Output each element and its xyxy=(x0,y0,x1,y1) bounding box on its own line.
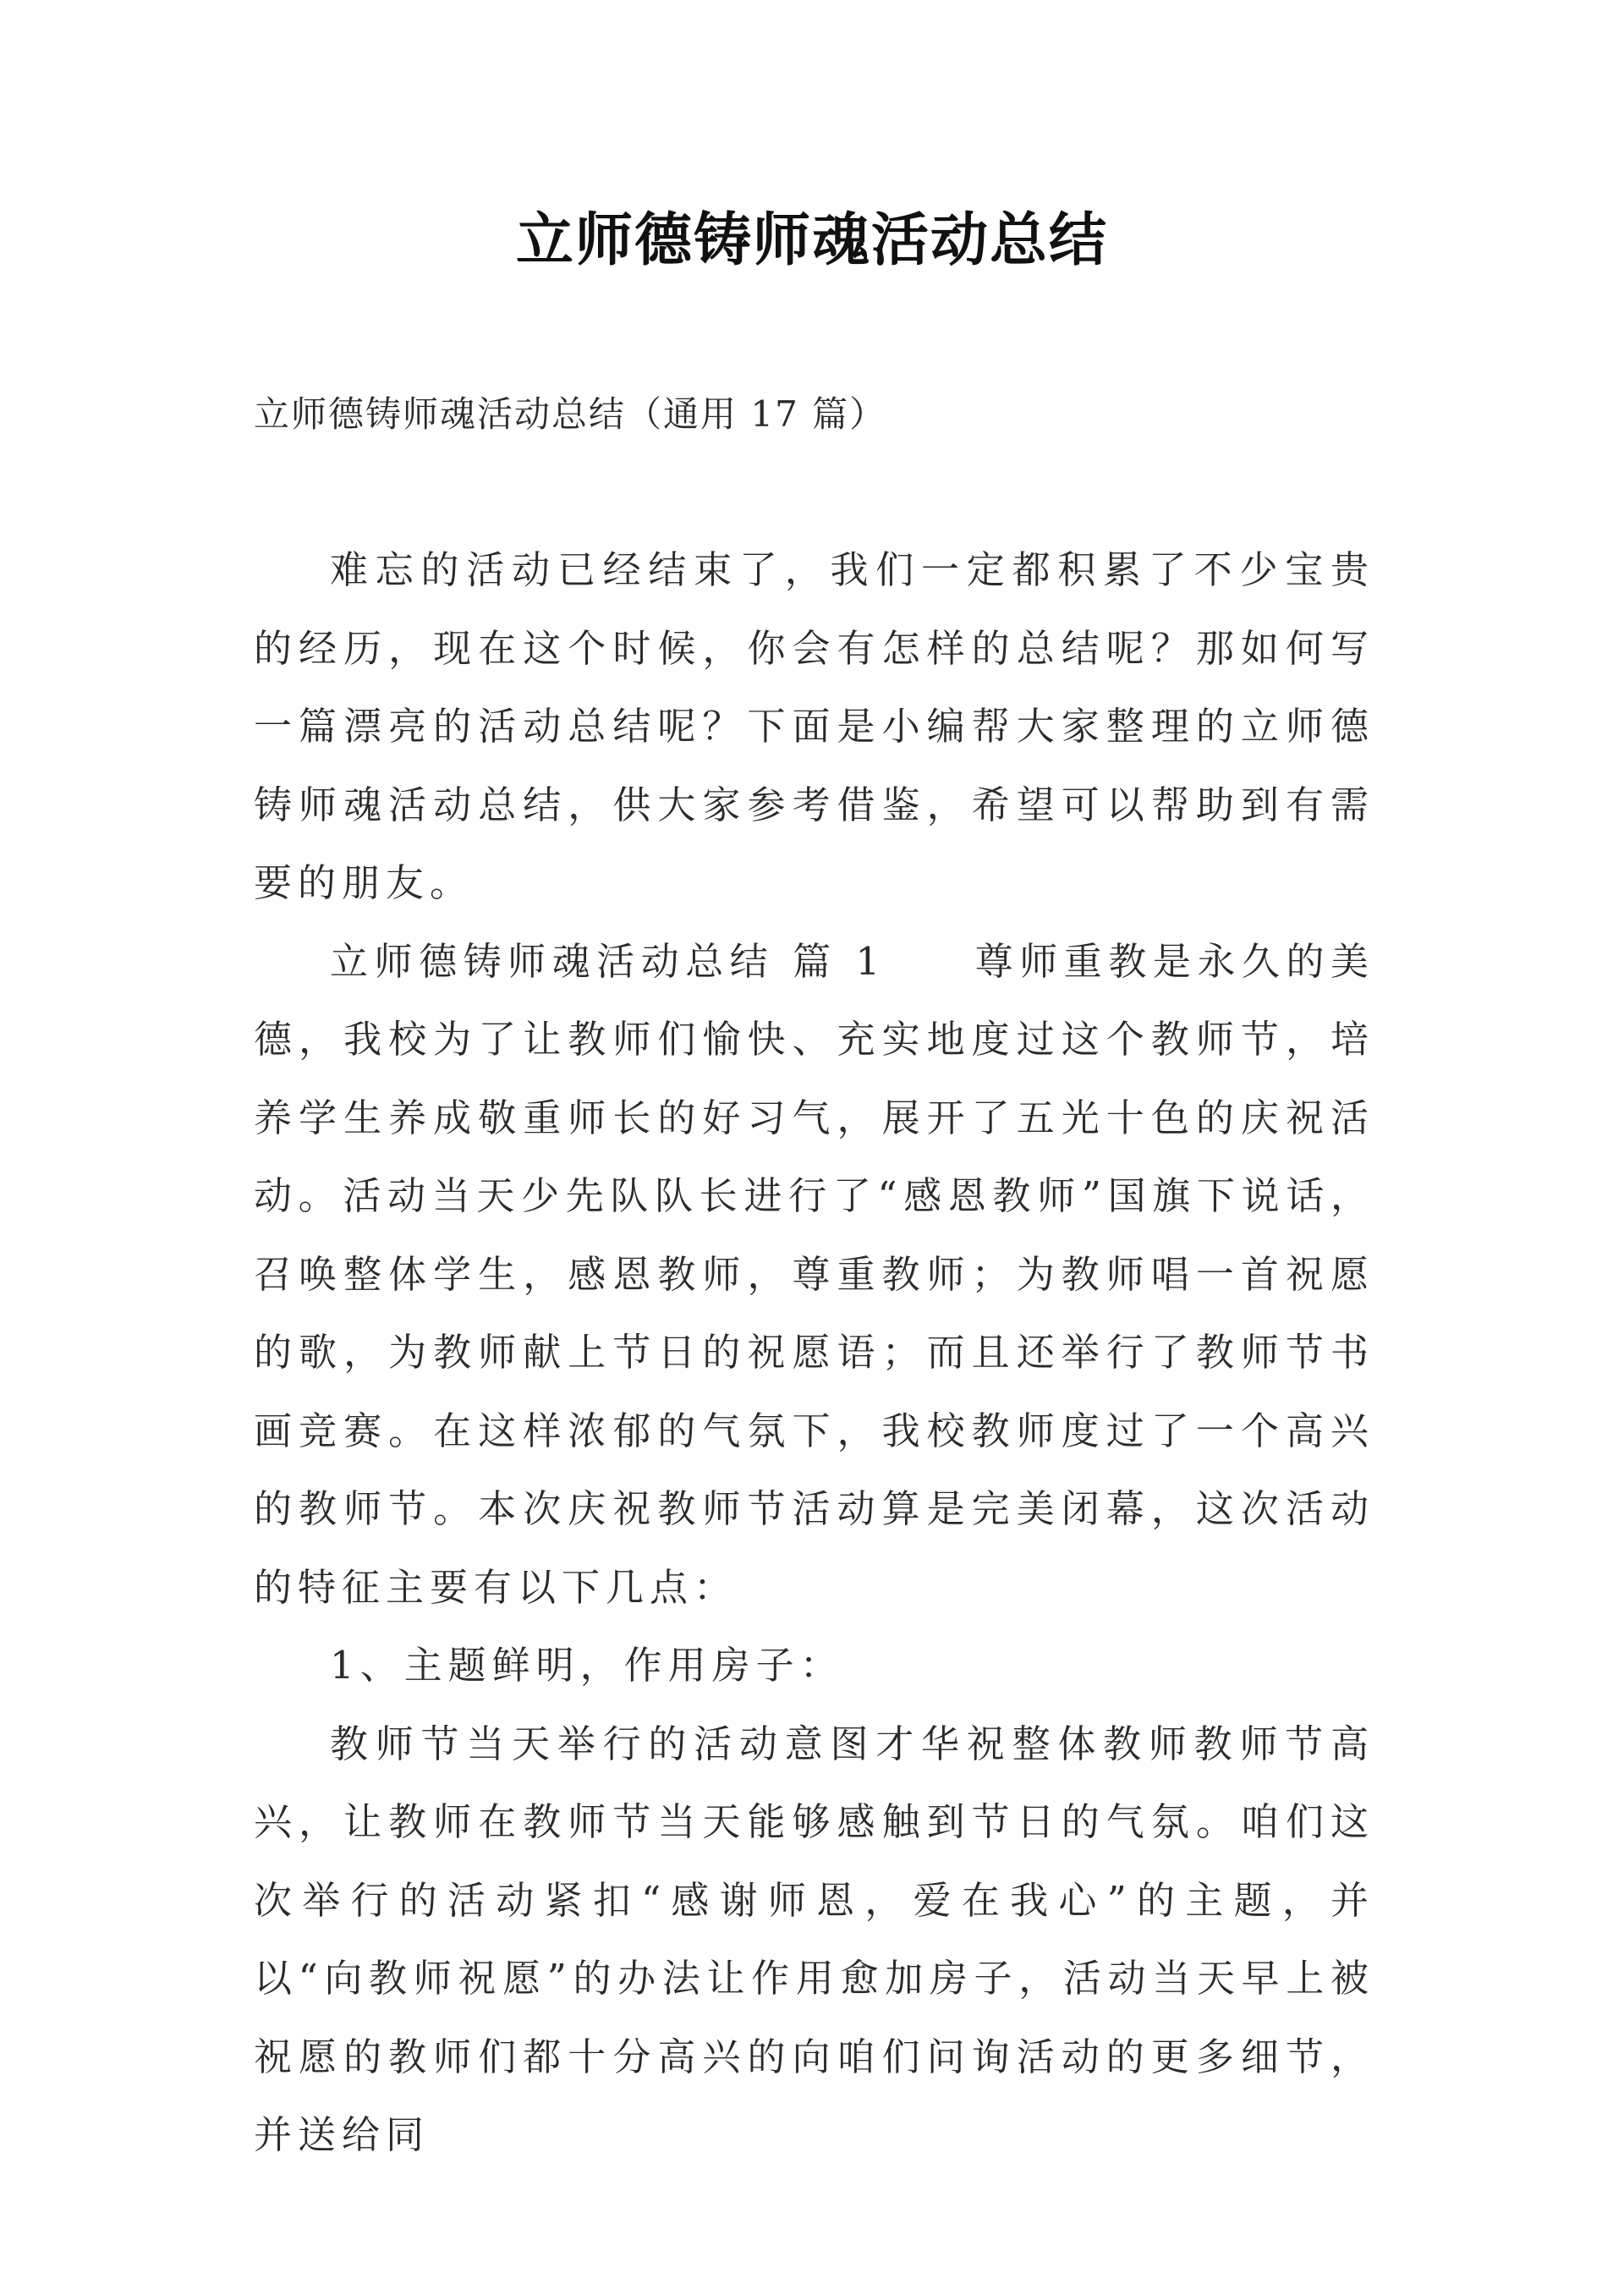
document-subtitle: 立师德铸师魂活动总结（通用 17 篇） xyxy=(254,393,887,435)
document-title: 立师德铸师魂活动总结 xyxy=(515,207,1108,274)
paragraph-point-1-heading: 1、主题鲜明，作用房子： xyxy=(330,1643,844,1688)
paragraph-part-1: 立师德铸师魂活动总结 篇 1 尊师重教是永久的美德，我校为了让教师们愉快、充实地度过这个教师节，培养学生养成敬重师长的好习气，展开了五光十色的庆祝活动。活动当天少先队队长进行了“感恩教师”国旗下说话，召唤整体学生，感恩教师，尊重教师；为教师唱一首祝愿的歌，为教师献上节日的祝愿语；而且还举行了教师节书画竞赛。在这样浓郁的气氛下，我校教师度过了一个高兴的教师节。本次庆祝教师节活动算是完美闭幕，这次活动的特征主要有以下几点： xyxy=(254,938,1374,1610)
paragraph-intro: 难忘的活动已经结束了，我们一定都积累了不少宝贵的经历，现在这个时候，你会有怎样的总结呢？那如何写一篇漂亮的活动总结呢？下面是小编帮大家整理的立师德铸师魂活动总结，供大家参考借鉴，希望可以帮助到有需要的朋友。 xyxy=(254,547,1374,905)
document-body xyxy=(254,531,1374,2175)
paragraph-point-1-body: 教师节当天举行的活动意图才华祝整体教师教师节高兴，让教师在教师节当天能够感触到节日的气氛。咱们这次举行的活动紧扣“感谢师恩，爱在我心”的主题，并以“向教师祝愿”的办法让作用愈加房子，活动当天早上被祝愿的教师们都十分高兴的向咱们问询活动的更多细节，并送给同 xyxy=(254,1721,1374,2157)
